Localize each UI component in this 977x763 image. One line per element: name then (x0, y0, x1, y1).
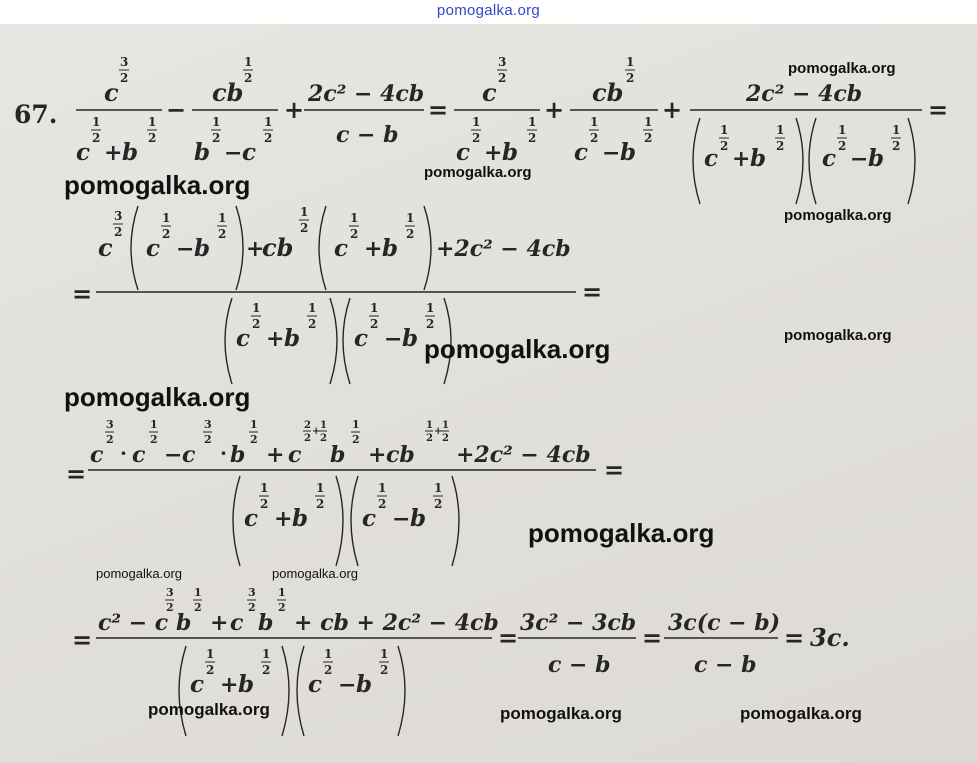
svg-text:1: 1 (308, 301, 317, 315)
fraction-1 (76, 55, 162, 166)
svg-text:=: = (498, 623, 519, 652)
watermark: pomogalka.org (500, 704, 622, 723)
svg-text:2: 2 (378, 497, 387, 511)
svg-text:+: + (246, 236, 265, 262)
svg-text:2: 2 (300, 221, 309, 235)
svg-text:c: c (242, 139, 257, 166)
fraction-line-3 (88, 418, 596, 566)
svg-text:b: b (230, 442, 246, 468)
svg-text:b: b (402, 325, 419, 352)
svg-text:cb: cb (386, 442, 415, 468)
svg-text:b: b (868, 145, 885, 172)
svg-text:2: 2 (370, 317, 379, 331)
svg-text:2: 2 (92, 131, 101, 145)
svg-text:c: c (76, 139, 91, 166)
svg-text:2: 2 (838, 139, 847, 153)
svg-text:1: 1 (212, 115, 221, 129)
svg-text:1: 1 (426, 420, 433, 431)
svg-text:c: c (482, 78, 497, 107)
svg-text:1: 1 (442, 420, 449, 431)
svg-text:c − b: c − b (336, 122, 399, 148)
svg-text:2: 2 (148, 131, 157, 145)
svg-text:2: 2 (426, 317, 435, 331)
svg-text:c: c (308, 671, 323, 698)
svg-text:2: 2 (166, 601, 174, 614)
svg-text:2: 2 (320, 433, 327, 444)
svg-text:3: 3 (498, 55, 507, 69)
watermark: pomogalka.org (96, 566, 182, 581)
svg-text:−: − (850, 146, 869, 172)
svg-text:−: − (164, 442, 183, 468)
svg-text:=: = (72, 279, 93, 308)
svg-text:2: 2 (776, 139, 785, 153)
svg-text:cb: cb (262, 233, 294, 262)
svg-text:2: 2 (380, 663, 389, 677)
svg-text:c: c (354, 325, 369, 352)
fraction-line-4b (518, 610, 636, 678)
svg-text:+: + (220, 672, 239, 698)
watermark: pomogalka.org (272, 566, 358, 581)
svg-text:+: + (364, 236, 383, 262)
svg-text:−: − (224, 140, 243, 166)
svg-text:3: 3 (120, 55, 129, 69)
svg-text:1: 1 (162, 211, 171, 225)
svg-text:1: 1 (590, 115, 599, 129)
svg-text:3c(c − b): 3c(c − b) (668, 610, 781, 636)
svg-text:3: 3 (114, 209, 123, 223)
svg-text:b: b (330, 442, 346, 468)
svg-text:·: · (220, 441, 227, 465)
svg-text:c: c (132, 442, 146, 468)
svg-text:b: b (356, 671, 373, 698)
svg-text:2c² − 4cb: 2c² − 4cb (746, 81, 863, 107)
svg-text:+: + (274, 506, 293, 532)
svg-text:=: = (72, 625, 93, 654)
svg-text:c: c (104, 78, 119, 107)
svg-text:2: 2 (406, 227, 415, 241)
svg-text:c: c (362, 505, 377, 532)
svg-text:2: 2 (528, 131, 537, 145)
svg-text:2: 2 (194, 601, 202, 614)
svg-text:b: b (194, 235, 211, 262)
svg-text:c: c (704, 145, 719, 172)
watermark: pomogalka.org (784, 207, 892, 224)
svg-text:−: − (338, 672, 357, 698)
svg-text:2: 2 (120, 71, 129, 85)
svg-text:1: 1 (148, 115, 157, 129)
svg-text:2: 2 (472, 131, 481, 145)
svg-text:+: + (662, 95, 683, 124)
svg-text:1: 1 (380, 647, 389, 661)
svg-text:2: 2 (308, 317, 317, 331)
svg-text:1: 1 (378, 481, 387, 495)
svg-text:1: 1 (194, 586, 202, 599)
svg-text:1: 1 (250, 418, 258, 431)
svg-text:+ cb + 2c² − 4cb: + cb + 2c² − 4cb (294, 610, 499, 636)
svg-text:2: 2 (304, 420, 311, 431)
svg-text:c − b: c − b (694, 652, 757, 678)
svg-text:+: + (544, 95, 565, 124)
svg-text:1: 1 (206, 647, 215, 661)
svg-text:2c² − 4cb: 2c² − 4cb (308, 81, 425, 107)
svg-text:2: 2 (218, 227, 227, 241)
svg-text:2: 2 (114, 225, 123, 239)
svg-text:b: b (502, 139, 519, 166)
svg-text:1: 1 (300, 205, 309, 219)
svg-text:+: + (104, 140, 123, 166)
svg-text:3: 3 (204, 418, 212, 431)
svg-text:2: 2 (264, 131, 273, 145)
svg-text:1: 1 (528, 115, 537, 129)
fraction-line-4c (664, 610, 780, 678)
svg-text:1: 1 (472, 115, 481, 129)
svg-text:2: 2 (426, 433, 433, 444)
svg-text:c: c (236, 325, 251, 352)
svg-text:2: 2 (892, 139, 901, 153)
svg-text:2: 2 (262, 663, 271, 677)
svg-text:1: 1 (406, 211, 415, 225)
svg-text:2: 2 (260, 497, 269, 511)
svg-text:−: − (602, 140, 621, 166)
site-header-link[interactable]: pomogalka.org (436, 2, 541, 19)
svg-text:2: 2 (350, 227, 359, 241)
svg-text:−: − (392, 506, 411, 532)
svg-text:c: c (822, 145, 837, 172)
svg-text:b: b (410, 505, 427, 532)
svg-text:b: b (284, 325, 301, 352)
svg-text:b: b (382, 235, 399, 262)
svg-text:1: 1 (350, 211, 359, 225)
svg-text:2: 2 (590, 131, 599, 145)
svg-text:−: − (166, 95, 187, 124)
svg-text:1: 1 (776, 123, 785, 137)
svg-text:2: 2 (278, 601, 286, 614)
svg-text:2: 2 (324, 663, 333, 677)
svg-text:1: 1 (320, 420, 327, 431)
svg-text:=: = (604, 455, 625, 484)
svg-text:1: 1 (720, 123, 729, 137)
svg-text:+: + (210, 610, 229, 636)
svg-text:+: + (434, 426, 443, 437)
svg-text:c: c (288, 442, 302, 468)
svg-text:+2c² − 4cb: +2c² − 4cb (456, 442, 591, 468)
svg-text:b: b (194, 139, 211, 166)
svg-text:1: 1 (264, 115, 273, 129)
svg-text:cb: cb (592, 78, 624, 107)
svg-text:b: b (122, 139, 139, 166)
svg-text:+: + (266, 326, 285, 352)
svg-text:b: b (750, 145, 767, 172)
svg-text:2: 2 (206, 663, 215, 677)
svg-text:2: 2 (304, 433, 311, 444)
svg-text:2: 2 (212, 131, 221, 145)
watermark: pomogalka.org (784, 327, 892, 344)
svg-text:2: 2 (252, 317, 261, 331)
svg-text:2: 2 (498, 71, 507, 85)
svg-text:1: 1 (352, 418, 360, 431)
problem-number: 67. (14, 100, 58, 129)
watermark: pomogalka.org (64, 170, 251, 200)
svg-text:−: − (176, 236, 195, 262)
svg-text:3: 3 (166, 586, 174, 599)
svg-text:2: 2 (316, 497, 325, 511)
svg-text:c: c (334, 235, 349, 262)
svg-text:+: + (484, 140, 503, 166)
svg-text:1: 1 (92, 115, 101, 129)
watermark: pomogalka.org (64, 382, 251, 412)
svg-text:c² − c: c² − c (98, 610, 169, 636)
svg-text:2: 2 (150, 433, 158, 446)
svg-text:1: 1 (370, 301, 379, 315)
svg-text:2: 2 (644, 131, 653, 145)
svg-text:+2c² − 4cb: +2c² − 4cb (436, 236, 571, 262)
svg-text:3c² − 3cb: 3c² − 3cb (520, 610, 637, 636)
svg-text:3: 3 (248, 586, 256, 599)
svg-text:+: + (732, 146, 751, 172)
svg-text:1: 1 (626, 55, 635, 69)
svg-text:3: 3 (106, 418, 114, 431)
svg-text:c: c (182, 442, 196, 468)
svg-text:2: 2 (434, 497, 443, 511)
svg-text:=: = (928, 95, 949, 124)
svg-text:1: 1 (644, 115, 653, 129)
watermark: pomogalka.org (740, 704, 862, 723)
svg-text:c: c (230, 610, 244, 636)
svg-text:=: = (784, 623, 805, 652)
svg-text:1: 1 (434, 481, 443, 495)
svg-text:c − b: c − b (548, 652, 611, 678)
svg-text:1: 1 (838, 123, 847, 137)
svg-text:2: 2 (204, 433, 212, 446)
svg-text:1: 1 (252, 301, 261, 315)
svg-text:+: + (368, 442, 387, 468)
svg-text:2: 2 (352, 433, 360, 446)
svg-text:cb: cb (212, 78, 244, 107)
svg-text:·: · (120, 441, 127, 465)
watermark: pomogalka.org (424, 164, 532, 181)
watermark: pomogalka.org (788, 60, 896, 77)
svg-text:c: c (90, 442, 104, 468)
svg-text:2: 2 (442, 433, 449, 444)
svg-text:2: 2 (244, 71, 253, 85)
svg-text:1: 1 (316, 481, 325, 495)
svg-text:c: c (244, 505, 259, 532)
svg-text:c: c (98, 233, 113, 262)
svg-text:1: 1 (324, 647, 333, 661)
svg-text:2: 2 (106, 433, 114, 446)
svg-text:2: 2 (250, 433, 258, 446)
svg-text:2: 2 (248, 601, 256, 614)
svg-text:1: 1 (426, 301, 435, 315)
svg-text:1: 1 (260, 481, 269, 495)
fraction-3 (304, 81, 424, 148)
svg-text:2: 2 (626, 71, 635, 85)
watermark: pomogalka.org (148, 700, 270, 719)
svg-text:=: = (428, 95, 449, 124)
fraction-4 (454, 55, 540, 166)
svg-text:2: 2 (720, 139, 729, 153)
fraction-6 (690, 81, 922, 204)
watermark: pomogalka.org (528, 518, 715, 548)
svg-text:c: c (456, 139, 471, 166)
svg-text:1: 1 (892, 123, 901, 137)
svg-text:c: c (574, 139, 589, 166)
svg-text:b: b (292, 505, 309, 532)
svg-text:c: c (190, 671, 205, 698)
final-result: 3c. (810, 623, 850, 652)
svg-text:b: b (176, 610, 192, 636)
svg-text:=: = (642, 623, 663, 652)
svg-text:b: b (238, 671, 255, 698)
svg-text:1: 1 (262, 647, 271, 661)
svg-text:b: b (258, 610, 274, 636)
svg-text:+: + (312, 426, 321, 437)
fraction-2 (192, 55, 278, 166)
svg-text:1: 1 (244, 55, 253, 69)
svg-text:1: 1 (278, 586, 286, 599)
svg-text:+: + (284, 95, 305, 124)
svg-text:=: = (582, 277, 603, 306)
svg-text:2: 2 (162, 227, 171, 241)
svg-text:c: c (146, 235, 161, 262)
fraction-5 (570, 55, 658, 166)
svg-text:1: 1 (150, 418, 158, 431)
svg-text:+: + (266, 442, 285, 468)
watermark: pomogalka.org (424, 334, 611, 364)
svg-text:−: − (384, 326, 403, 352)
svg-text:b: b (620, 139, 637, 166)
svg-text:1: 1 (218, 211, 227, 225)
svg-text:=: = (66, 459, 87, 488)
